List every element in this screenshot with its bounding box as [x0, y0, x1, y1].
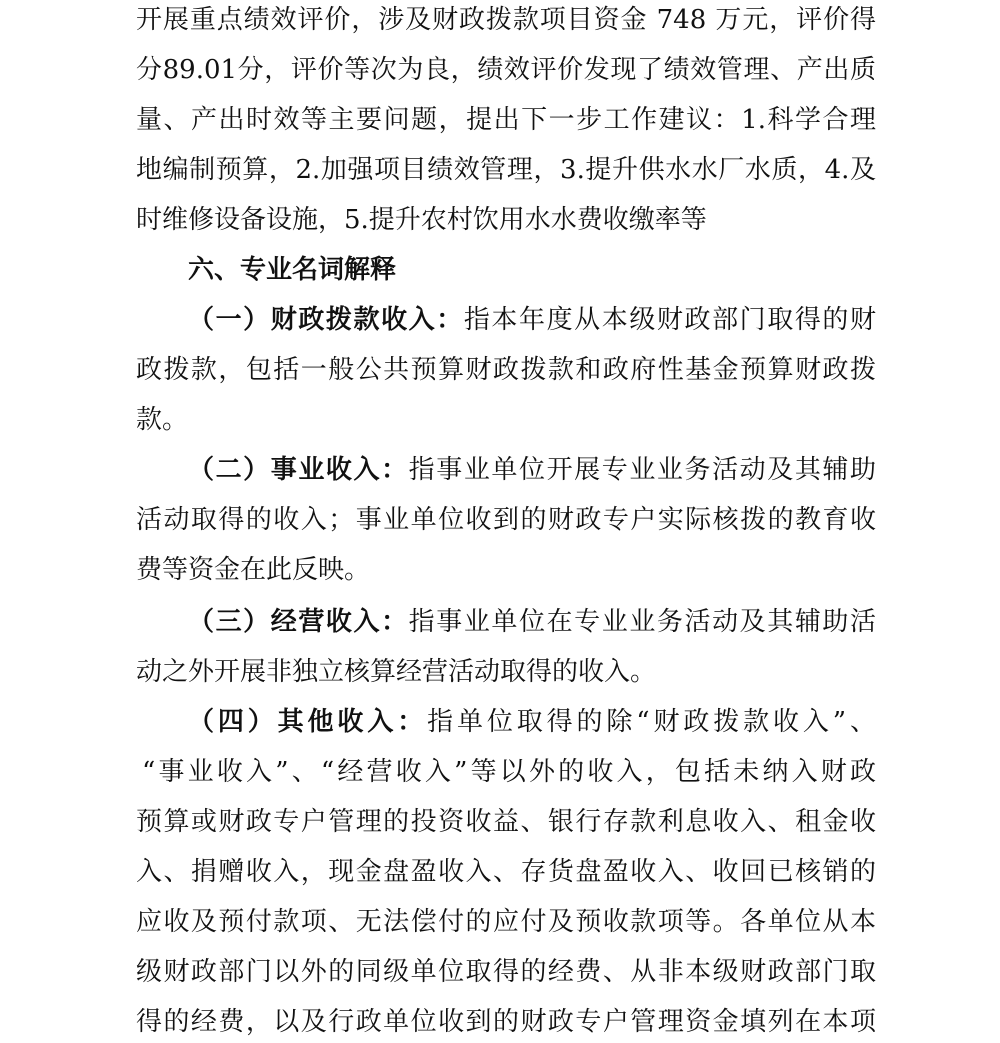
definition-2-line-2: 活动取得的收入；事业单位收到的财政专户实际核拨的教育收	[136, 505, 876, 535]
definition-2-term: （二）事业收入：	[188, 455, 409, 485]
definition-4-first-line	[188, 702, 876, 742]
intro-line-2: 分89.01分，评价等次为良，绩效评价发现了绩效管理、产出质	[136, 55, 876, 85]
definition-4-term: （四）其他收入：	[188, 707, 428, 737]
intro-line-1: 开展重点绩效评价，涉及财政拨款项目资金 748 万元，评价得	[136, 5, 876, 35]
definition-4-line-7: 得的经费，以及行政单位收到的财政专户管理资金填列在本项	[136, 1007, 876, 1037]
definition-4-line-6: 级财政部门以外的同级单位取得的经费、从非本级财政部门取	[136, 957, 876, 987]
definition-4-line-3: 预算或财政专户管理的投资收益、银行存款利息收入、租金收	[136, 807, 876, 837]
definition-2-first-line	[188, 450, 876, 490]
definition-4-line-5: 应收及预付款项、无法偿付的应付及预收款项等。各单位从本	[136, 907, 876, 937]
definition-3-term: （三）经营收入：	[188, 607, 409, 637]
section-heading: 六、专业名词解释	[188, 255, 397, 285]
definition-2-text: 指事业单位开展专业业务活动及其辅助	[408, 455, 876, 485]
definition-3-first-line	[188, 602, 876, 642]
definition-3-line-2: 动之外开展非独立核算经营活动取得的收入。	[136, 657, 657, 687]
definition-1-line-2: 政拨款，包括一般公共预算财政拨款和政府性基金预算财政拨	[136, 355, 876, 385]
intro-line-3: 量、产出时效等主要问题，提出下一步工作建议：1.科学合理	[136, 105, 876, 135]
definition-4-line-4: 入、捐赠收入，现金盘盈收入、存货盘盈收入、收回已核销的	[136, 857, 876, 887]
definition-4-line-2: “事业收入”、“经营收入”等以外的收入，包括未纳入财政	[142, 757, 876, 787]
intro-line-4: 地编制预算，2.加强项目绩效管理，3.提升供水水厂水质，4.及	[136, 155, 876, 185]
definition-1-first-line	[188, 300, 876, 340]
definition-3-text: 指事业单位在专业业务活动及其辅助活	[408, 607, 876, 637]
definition-2-line-3: 费等资金在此反映。	[136, 555, 371, 585]
definition-4-text: 指单位取得的除“财政拨款收入”、	[427, 707, 876, 737]
intro-line-5: 时维修设备设施，5.提升农村饮用水水费收缴率等	[136, 205, 707, 235]
definition-1-line-3: 款。	[136, 405, 189, 435]
definition-1-text: 指本年度从本级财政部门取得的财	[463, 305, 876, 335]
definition-1-term: （一）财政拨款收入：	[188, 305, 464, 335]
